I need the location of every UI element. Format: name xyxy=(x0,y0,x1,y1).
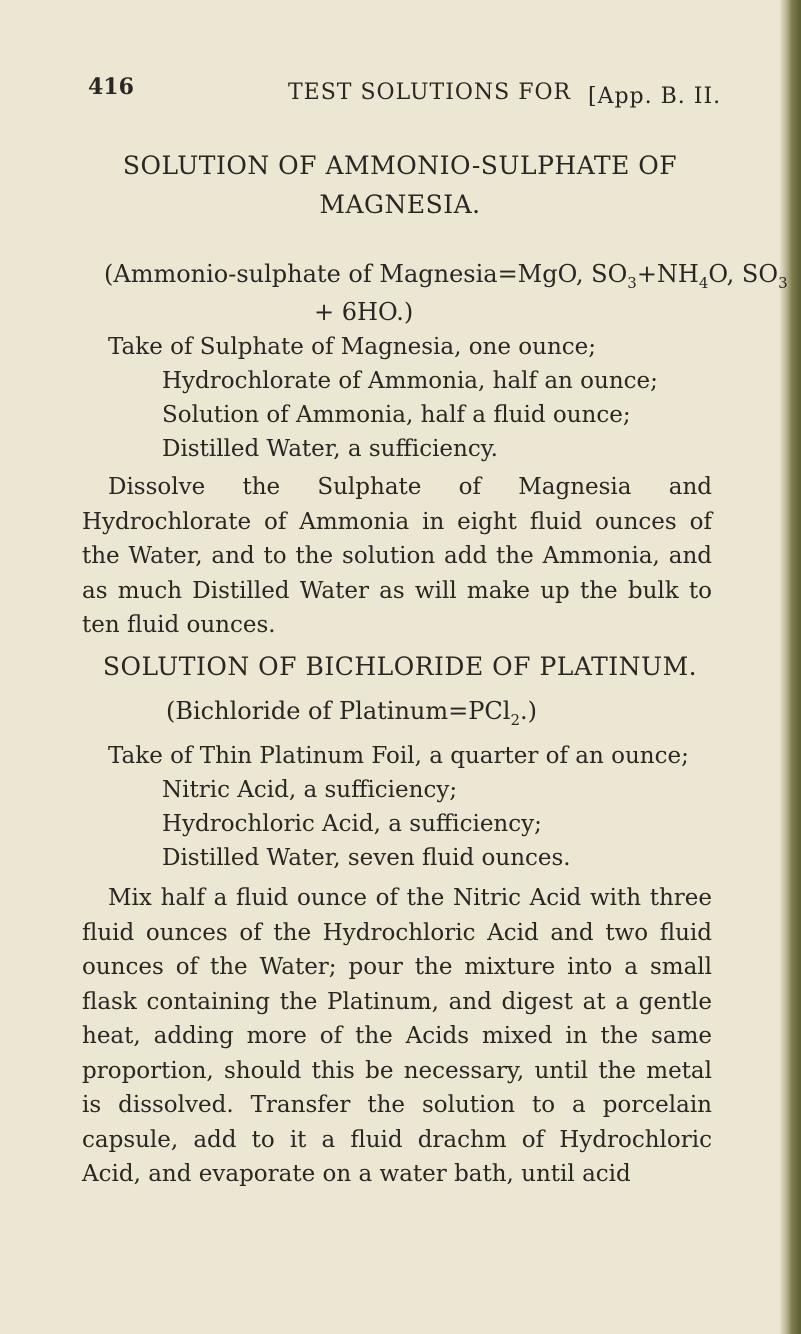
formula-text: .) xyxy=(519,697,537,725)
ingredient-item: Take of Thin Platinum Foil, a quarter of an ounce; xyxy=(108,743,689,769)
section1-formula xyxy=(104,255,788,302)
section2-directions: Mix half a fluid ounce of the Nitric Acid with three fluid ounces of the Hydrochloric Acid and two fluid ounces of the Water; pour the mixture into a small flask containing the Platinum, and digest at a gentle heat, adding more of the Acids mixed in the same proportion, should this be necessary, until the metal is dissolved. Transfer the solution to a porcelain capsule, add to it a fluid drachm of Hydrochloric Acid, and evaporate on a water bath, until acid xyxy=(82,885,712,1187)
section2-formula xyxy=(166,692,537,739)
running-title: TEST SOLUTIONS FOR xyxy=(288,80,572,105)
formula-subscript: 3 xyxy=(778,273,788,292)
page-edge xyxy=(779,0,801,1334)
running-header xyxy=(88,74,728,114)
ingredient-item: Distilled Water, a sufficiency. xyxy=(162,436,498,462)
formula-subscript: 4 xyxy=(698,273,709,292)
formula-subscript: 3 xyxy=(627,273,637,292)
section2-title: SOLUTION OF BICHLORIDE OF PLATINUM. xyxy=(102,652,698,681)
ingredient-item: Nitric Acid, a sufficiency; xyxy=(162,777,458,803)
section1-directions: Dissolve the Sulphate of Magnesia and Hydrochlorate of Ammonia in eight fluid ounces of the Water, and to the solution add the Ammonia, and as much Distilled Water as will make up the bulk to ten fluid ounces. xyxy=(82,474,712,638)
ingredient-item: Take of Sulphate of Magnesia, one ounce; xyxy=(108,334,597,360)
section1-formula-line2: + 6HO.) xyxy=(314,298,414,326)
ingredient-item: Solution of Ammonia, half a fluid ounce; xyxy=(162,402,631,428)
ingredient-item: Hydrochlorate of Ammonia, half an ounce; xyxy=(162,368,658,394)
formula-text: +NH xyxy=(636,260,699,288)
ingredient-item: Distilled Water, seven fluid ounces. xyxy=(162,845,571,871)
page-number: 416 xyxy=(88,74,134,100)
section1-title-line1: SOLUTION OF AMMONIO-SULPHATE OF xyxy=(122,151,678,180)
section-reference: [App. B. II. xyxy=(588,84,722,109)
formula-subscript: 2 xyxy=(510,710,520,729)
formula-text: (Bichloride of Platinum=PCl xyxy=(166,697,511,725)
section1-title-line2: MAGNESIA. xyxy=(319,190,481,219)
formula-text: O, SO xyxy=(708,260,779,288)
ingredient-item: Hydrochloric Acid, a sufficiency; xyxy=(162,811,542,837)
formula-text: (Ammonio-sulphate of Magnesia=MgO, SO xyxy=(104,260,628,288)
